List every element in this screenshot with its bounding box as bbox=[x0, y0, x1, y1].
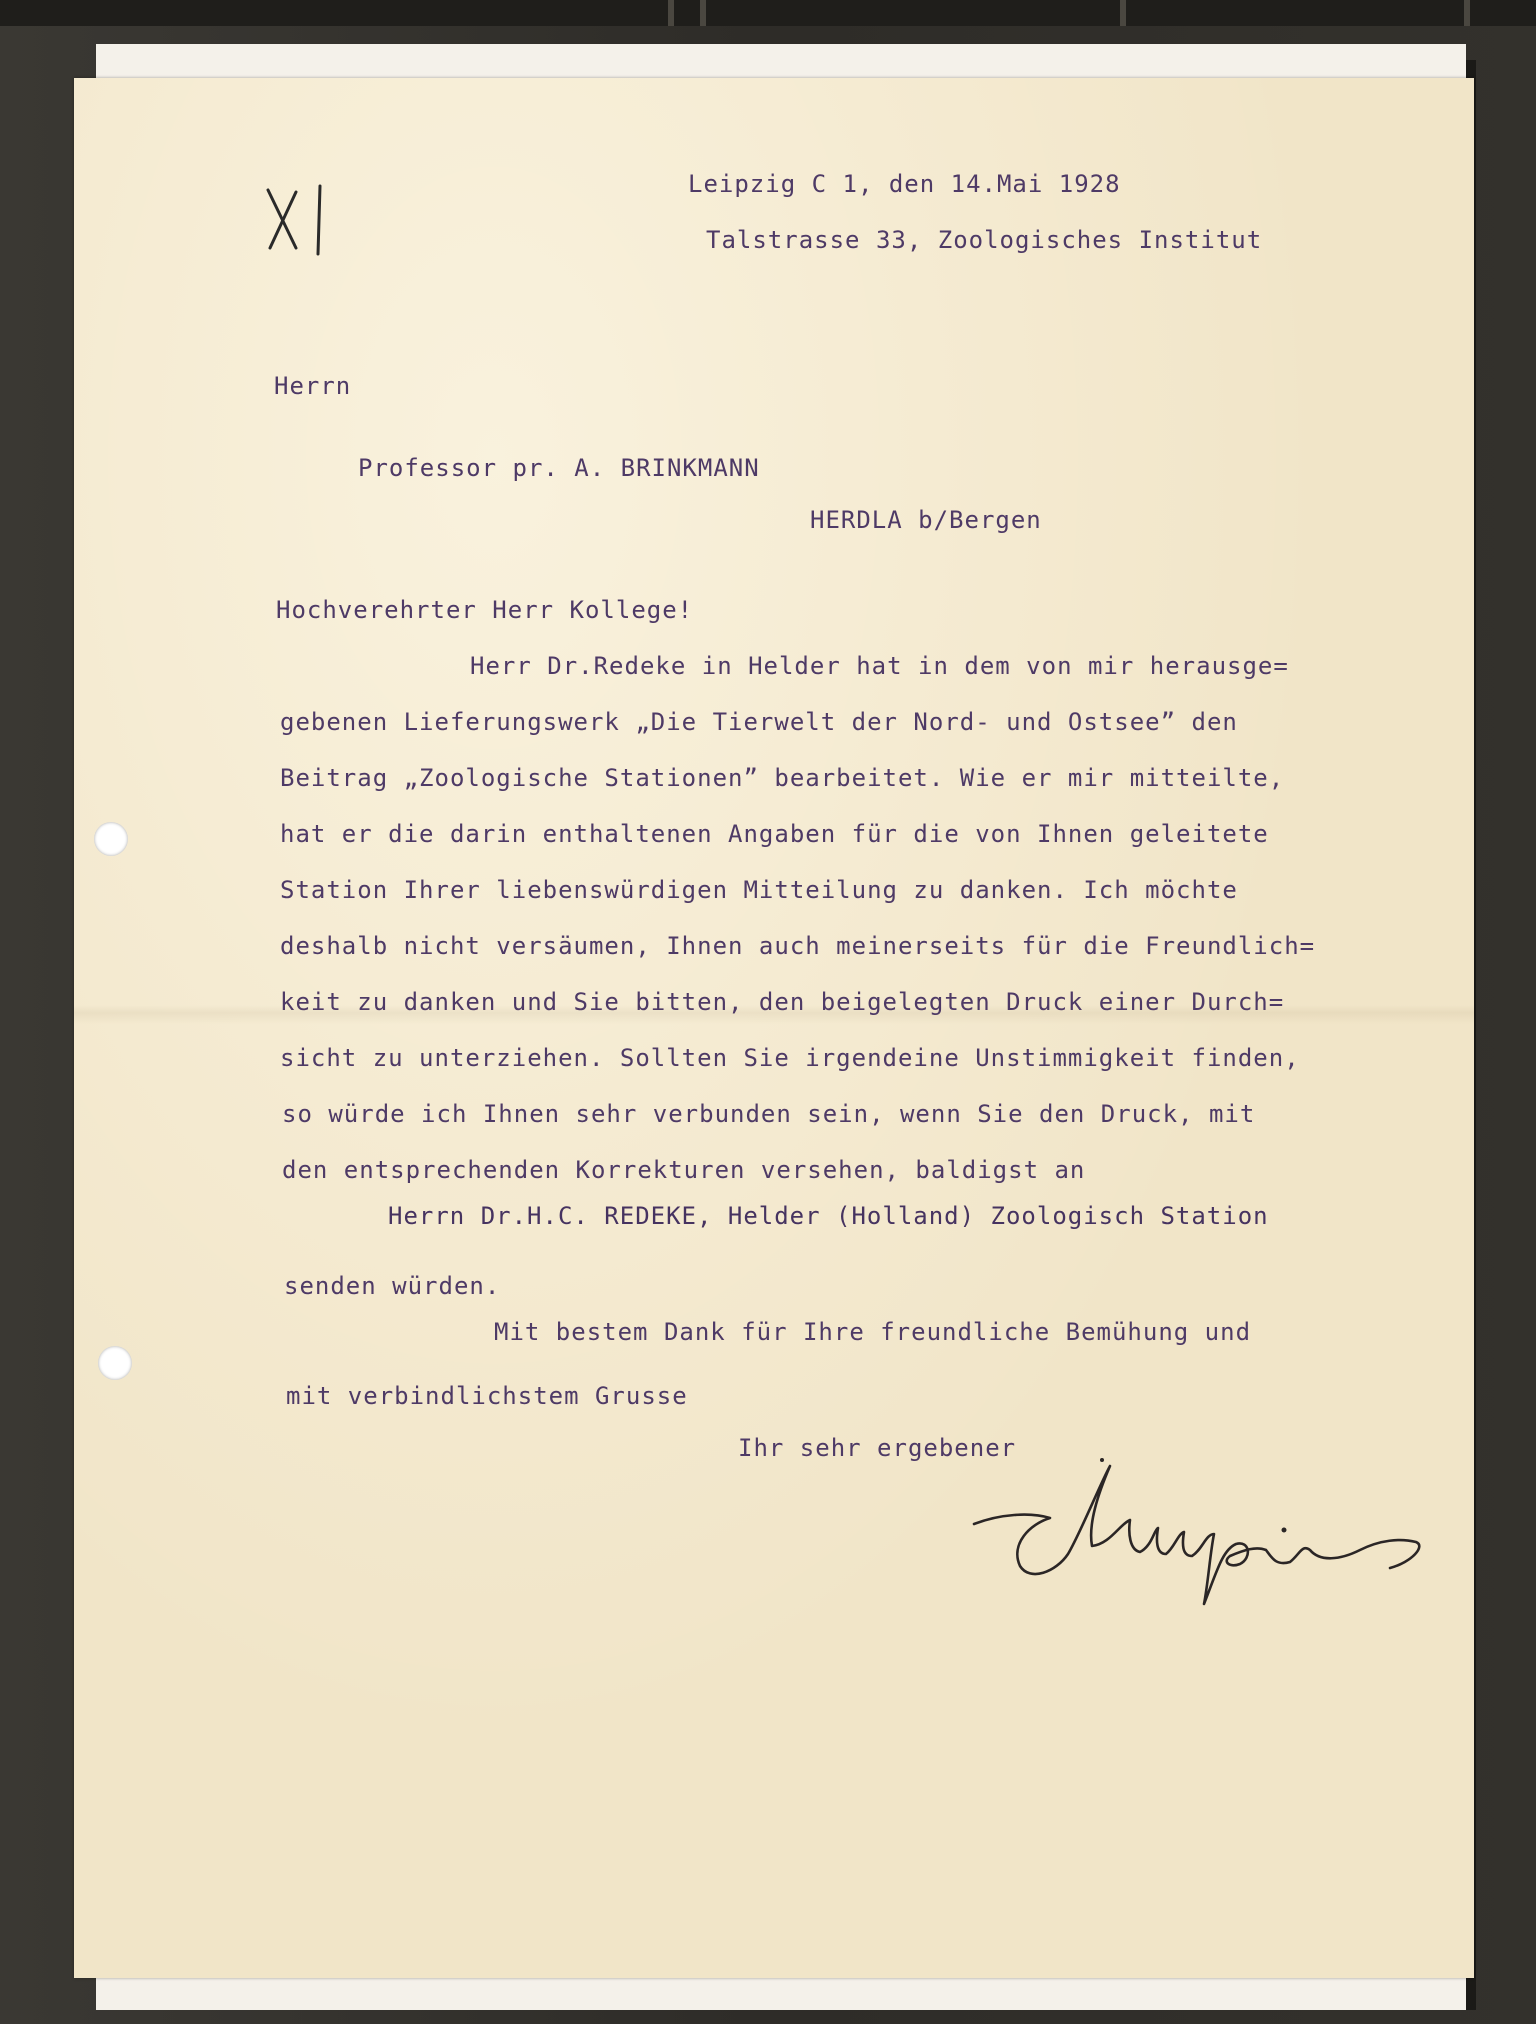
body-line: keit zu danken und Sie bitten, den beigelegten Druck einer Durch= bbox=[280, 988, 1285, 1016]
board-tick bbox=[1464, 0, 1470, 26]
body-line: Mit bestem Dank für Ihre freundliche Bemühung und bbox=[494, 1318, 1252, 1346]
letter-greeting: Hochverehrter Herr Kollege! bbox=[276, 596, 694, 624]
forwarding-address-line: Herrn Dr.H.C. REDEKE, Helder (Holland) Zoologisch Station bbox=[388, 1202, 1269, 1230]
body-line: deshalb nicht versäumen, Ihnen auch meinerseits für die Freundlich= bbox=[280, 932, 1316, 960]
body-line: senden würden. bbox=[284, 1272, 501, 1300]
board-tick bbox=[1120, 0, 1126, 26]
recipient-salutation: Herrn bbox=[274, 372, 352, 400]
body-line: gebenen Lieferungswerk „Die Tierwelt der Nord- und Ostsee” den bbox=[280, 708, 1238, 736]
body-line: den entsprechenden Korrekturen versehen, baldigst an bbox=[282, 1156, 1086, 1184]
punch-hole bbox=[94, 822, 128, 856]
punch-hole bbox=[98, 1346, 132, 1380]
body-line: Station Ihrer liebenswürdigen Mitteilung zu danken. Ich möchte bbox=[280, 876, 1238, 904]
body-line: Beitrag „Zoologische Stationen” bearbeitet. Wie er mir mitteilte, bbox=[280, 764, 1285, 792]
recipient-name: Professor pr. A. BRINKMANN bbox=[358, 454, 760, 482]
place-date-line: Leipzig C 1, den 14.Mai 1928 bbox=[688, 170, 1121, 198]
body-line: hat er die darin enthaltenen Angaben für die von Ihnen geleitete bbox=[280, 820, 1269, 848]
body-line: sicht zu unterziehen. Sollten Sie irgendeine Unstimmigkeit finden, bbox=[280, 1044, 1300, 1072]
letter-sheet bbox=[74, 78, 1474, 1978]
handwritten-signature bbox=[960, 1454, 1460, 1634]
board-tick bbox=[700, 0, 706, 26]
closing-line: Ihr sehr ergebener bbox=[738, 1434, 1017, 1462]
archive-mark-handwritten bbox=[262, 182, 342, 262]
body-line: mit verbindlichstem Grusse bbox=[286, 1382, 688, 1410]
recipient-location: HERDLA b/Bergen bbox=[810, 506, 1042, 534]
board-top-strip bbox=[0, 0, 1536, 26]
body-line: Herr Dr.Redeke in Helder hat in dem von mir herausge= bbox=[470, 652, 1289, 680]
body-line: so würde ich Ihnen sehr verbunden sein, wenn Sie den Druck, mit bbox=[282, 1100, 1256, 1128]
sender-address-line: Talstrasse 33, Zoologisches Institut bbox=[706, 226, 1263, 254]
board-tick bbox=[668, 0, 674, 26]
